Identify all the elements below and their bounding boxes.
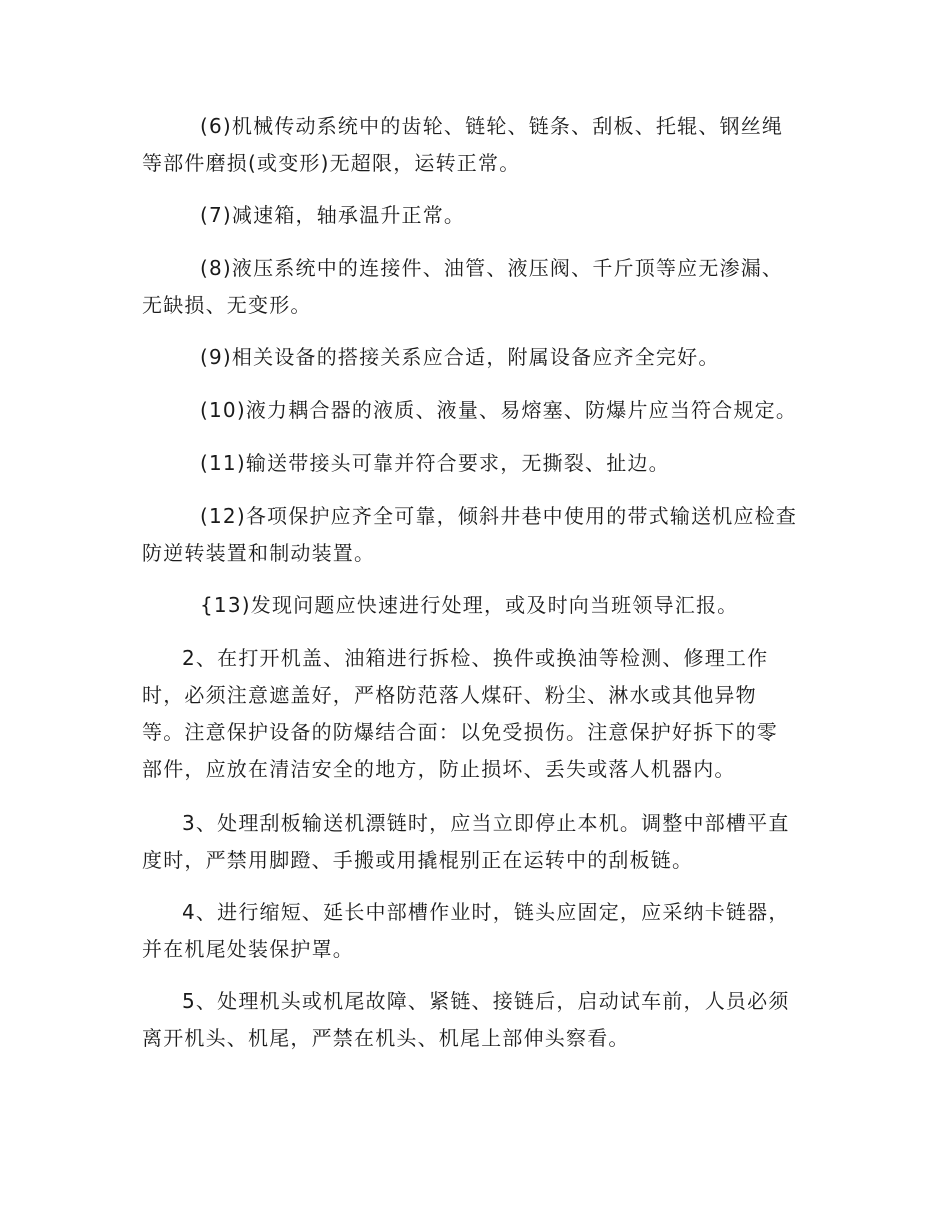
paragraph-item-7 [142,197,810,234]
paragraph-line: 等。注意保护设备的防爆结合面：以免受损伤。注意保护好拆下的零 [142,720,778,744]
paragraph-line: (7)减速箱，轴承温升正常。 [200,203,466,227]
paragraph-item-6 [142,108,810,182]
paragraph-item-8 [142,250,810,324]
paragraph-section-4 [142,894,810,968]
paragraph-section-3 [142,805,810,879]
paragraph-line: (9)相关设备的搭接关系应合适，附属设备应齐全完好。 [200,345,720,369]
paragraph-line: (8)液压系统中的连接件、油管、液压阀、千斤顶等应无渗漏、 [200,256,784,280]
paragraph-line: 2、在打开机盖、油箱进行拆检、换件或换油等检测、修理工作 [182,646,769,670]
paragraph-item-10 [142,392,810,429]
paragraph-line: {13)发现问题应快速进行处理，或及时向当班领导汇报。 [200,593,739,617]
paragraph-line: 防逆转装置和制动装置。 [142,541,376,565]
paragraph-line: 时，必须注意遮盖好，严格防范落人煤矸、粉尘、淋水或其他异物 [142,683,757,707]
paragraph-line: (10)液力耦合器的液质、液量、易熔塞、防爆片应当符合规定。 [200,398,798,422]
paragraph-line: 离开机头、机尾，严禁在机头、机尾上部伸头察看。 [142,1026,630,1050]
paragraph-item-13 [142,587,810,624]
paragraph-line: 5、处理机头或机尾故障、紧链、接链后，启动试车前，人员必须 [182,989,790,1013]
paragraph-line: 3、处理刮板输送机漂链时，应当立即停止本机。调整中部槽平直 [182,811,790,835]
paragraph-line: (6)机械传动系统中的齿轮、链轮、链条、刮板、托辊、钢丝绳 [200,114,784,138]
paragraph-item-11 [142,445,810,482]
paragraph-section-2 [142,640,810,788]
paragraph-line: 无缺损、无变形。 [142,293,312,317]
paragraph-line: (12)各项保护应齐全可靠，倾斜井巷中使用的带式输送机应检查 [200,504,798,528]
paragraph-line: (11)输送带接头可靠并符合要求，无撕裂、扯边。 [200,451,670,475]
paragraph-line: 等部件磨损(或变形)无超限，运转正常。 [142,151,521,175]
paragraph-line: 并在机尾处装保护罩。 [142,937,354,961]
paragraph-line: 度时，严禁用脚蹬、手搬或用撬棍别正在运转中的刮板链。 [142,848,694,872]
paragraph-item-9 [142,339,810,376]
paragraph-line: 4、进行缩短、延长中部槽作业时，链头应固定，应采纳卡链器， [182,900,790,924]
paragraph-section-5 [142,983,810,1057]
paragraph-line: 部件，应放在清洁安全的地方，防止损坏、丢失或落人机器内。 [142,757,736,781]
paragraph-item-12 [142,498,810,572]
